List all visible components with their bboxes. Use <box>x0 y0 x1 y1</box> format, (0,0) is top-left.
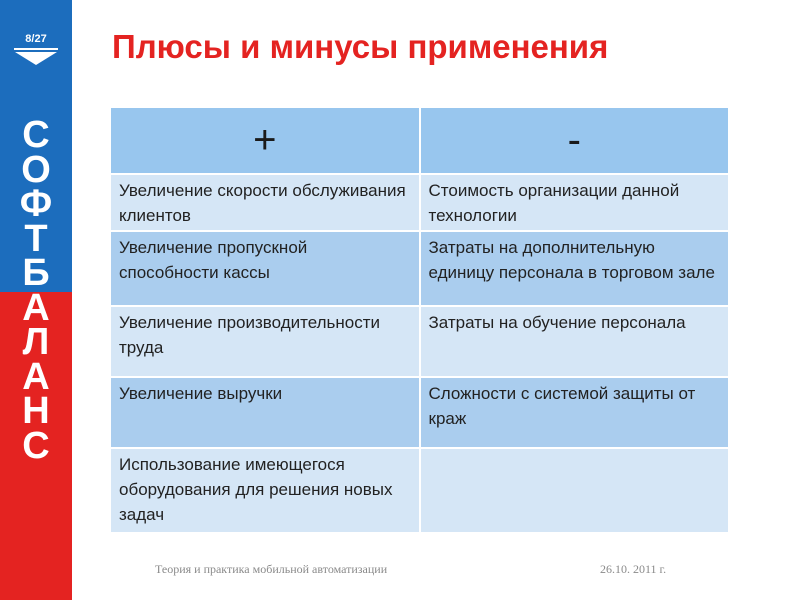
table-row <box>110 231 729 306</box>
table-row <box>110 174 729 231</box>
pros-cons-table <box>109 106 730 534</box>
brand-letter: А <box>22 355 50 398</box>
slide-title: Плюсы и минусы применения <box>112 28 609 65</box>
brand-letter: Ф <box>19 183 53 225</box>
table-row <box>110 306 729 377</box>
brand-letter: Т <box>24 217 48 260</box>
pros-cell: Использование имеющегося оборудования для решения новых задач <box>110 448 420 533</box>
brand-letter: С <box>22 114 50 156</box>
footer-date: 26.10. 2011 г. <box>600 562 667 576</box>
brand-letter: Н <box>22 390 50 432</box>
brand-letter: О <box>21 148 51 191</box>
brand-letter: Л <box>22 321 50 363</box>
slide-number-underline <box>14 48 58 50</box>
cons-cell: Затраты на обучение персонала <box>420 306 730 377</box>
footer-course: Теория и практика мобильной автоматизации <box>155 562 388 576</box>
table-row <box>110 448 729 533</box>
pros-cell: Увеличение скорости обслуживания клиентов <box>110 174 420 231</box>
cons-cell: Затраты на дополнительную единицу персонала в торговом зале <box>420 231 730 306</box>
cons-header: - <box>420 107 730 174</box>
brand-letter: А <box>22 286 50 329</box>
cons-cell: Стоимость организации данной технологии <box>420 174 730 231</box>
brand-logo <box>0 114 72 467</box>
cons-cell: Сложности с системой защиты от краж <box>420 377 730 448</box>
table-header-row <box>110 107 729 174</box>
pros-cell: Увеличение производительности труда <box>110 306 420 377</box>
slide-number: 8/27 <box>25 33 47 45</box>
cons-cell <box>420 448 730 533</box>
brand-letter: С <box>22 424 50 467</box>
brand-sidebar <box>0 0 72 600</box>
table-row <box>110 377 729 448</box>
pros-header: + <box>110 107 420 174</box>
pros-cell: Увеличение выручки <box>110 377 420 448</box>
pros-cell: Увеличение пропускной способности кассы <box>110 231 420 306</box>
arrow-down-icon <box>15 52 57 65</box>
brand-letter: Б <box>22 252 50 294</box>
